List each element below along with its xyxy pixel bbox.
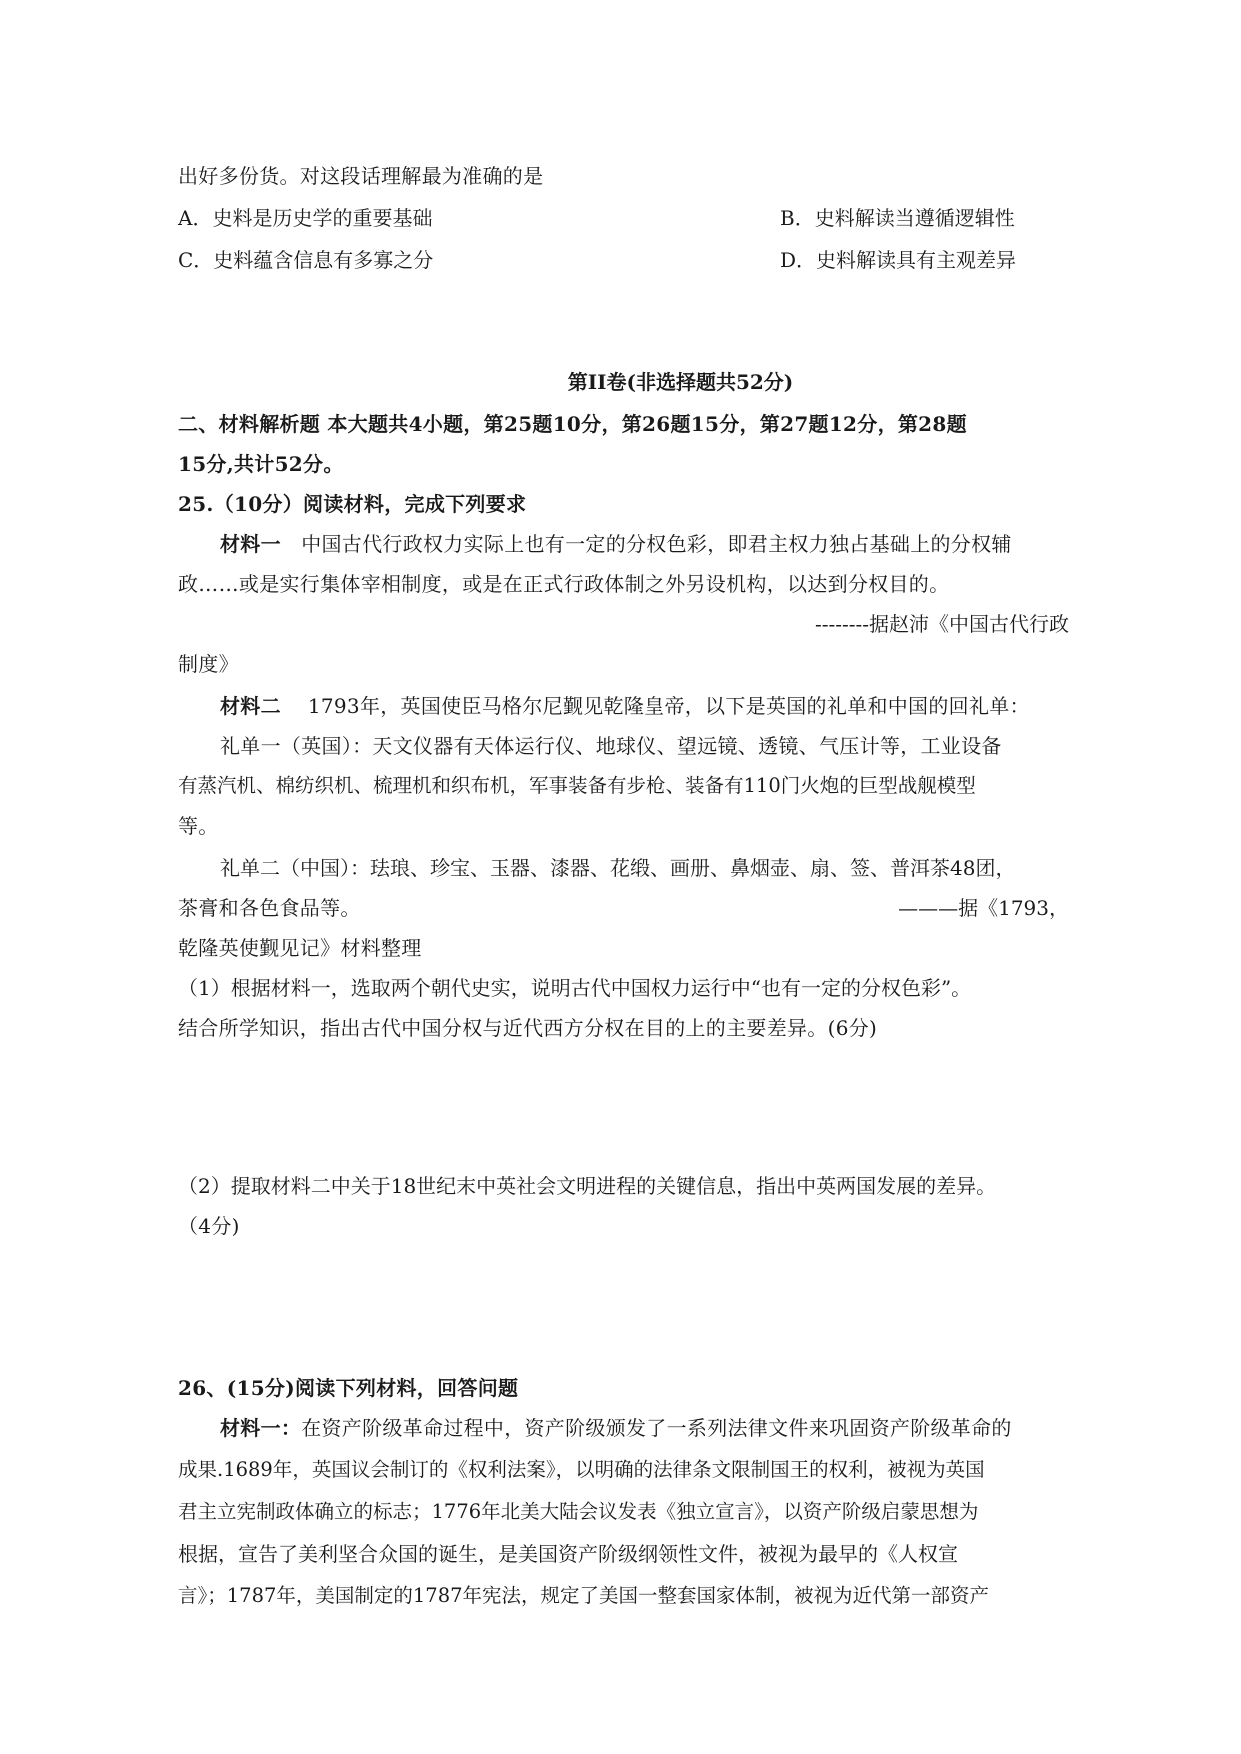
q25-material2-text: 1793年，英国使臣马格尔尼觐见乾隆皇帝，以下是英国的礼单和中国的回礼单： [280,694,1030,718]
q25-sub1-line2: 结合所学知识，指出古代中国分权与近代西方分权在目的上的主要差异。(6分) [178,1016,878,1040]
q25-material2-source-cont: 乾隆英使觐见记》材料整理 [178,936,422,960]
q25-list2-line1: 礼单二（中国）：珐琅、珍宝、玉器、漆器、花缎、画册、鼻烟壶、扇、签、普洱茶48团， [220,856,1016,880]
section-title: 第II卷(非选择题共52分) [567,370,794,394]
q24-option-c[interactable]: C．史料蕴含信息有多寡之分 [178,248,434,272]
q25-material2-label: 材料二 [220,694,281,718]
q25-sub1-line1: （1）根据材料一，选取两个朝代史实，说明古代中国权力运行中“也有一定的分权色彩”。 [178,976,972,1000]
q26-heading: 26、(15分)阅读下列材料，回答问题 [178,1376,519,1400]
q25-material1-label: 材料一 [220,532,281,556]
q24-option-a[interactable]: A．史料是历史学的重要基础 [178,206,433,230]
q25-material2-line1 [220,692,1030,720]
section-instructions-line2: 15分,共计52分。 [178,452,344,476]
q25-material1-source-cont: 制度》 [178,652,239,676]
q26-material1-line1 [220,1414,1012,1442]
q25-material1-line1 [220,530,1012,558]
section-instructions-line1: 二、材料解析题 本大题共4小题，第25题10分，第26题15分，第27题12分，第28题 [178,412,967,436]
q25-material1-source: --------据赵沛《中国古代行政 [814,612,1069,636]
q26-material1-text: 在资产阶级革命过程中，资产阶级颁发了一系列法律文件来巩固资产阶级革命的 [301,1416,1012,1440]
q24-option-d[interactable]: D．史料解读具有主观差异 [780,248,1017,272]
q26-material1-line2: 成果.1689年，英国议会制订的《权利法案》，以明确的法律条文限制国王的权利，被视为英国 [178,1458,985,1481]
q25-sub2-line1: （2）提取材料二中关于18世纪末中英社会文明进程的关键信息，指出中英两国发展的差异。 [178,1174,997,1198]
q25-material2-source: ———据《1793， [898,896,1069,920]
q25-list2-line2: 茶膏和各色食品等。 [178,896,361,920]
q25-material1-line2: 政……或是实行集体宰相制度，或是在正式行政体制之外另设机构，以达到分权目的。 [178,572,950,596]
q26-material1-line3: 君主立宪制政体确立的标志；1776年北美大陆会议发表《独立宣言》，以资产阶级启蒙思想为 [178,1500,979,1523]
q24-option-b[interactable]: B．史料解读当遵循逻辑性 [780,206,1015,230]
q26-material1-line4: 根据，宣告了美利坚合众国的诞生，是美国资产阶级纲领性文件，被视为最早的《人权宣 [178,1542,958,1566]
q24-stem-tail: 出好多份货。对这段话理解最为准确的是 [178,164,544,188]
q25-sub2-line2: （4分) [178,1214,240,1238]
q25-list1-line1: 礼单一（英国）：天文仪器有天体运行仪、地球仪、望远镜、透镜、气压计等，工业设备 [220,734,1002,758]
q25-list1-line3: 等。 [178,814,219,838]
q25-heading: 25.（10分）阅读材料，完成下列要求 [178,492,527,516]
q26-material1-line5: 言》；1787年，美国制定的1787年宪法，规定了美国一整套国家体制，被视为近代第一部资产 [178,1584,990,1607]
q25-material1-text: 中国古代行政权力实际上也有一定的分权色彩，即君主权力独占基础上的分权辅 [280,532,1012,556]
q25-list1-line2: 有蒸汽机、棉纺织机、梳理机和织布机，军事装备有步枪、装备有110门火炮的巨型战舰模型 [178,774,976,797]
q26-material1-label: 材料一： [220,1416,302,1440]
